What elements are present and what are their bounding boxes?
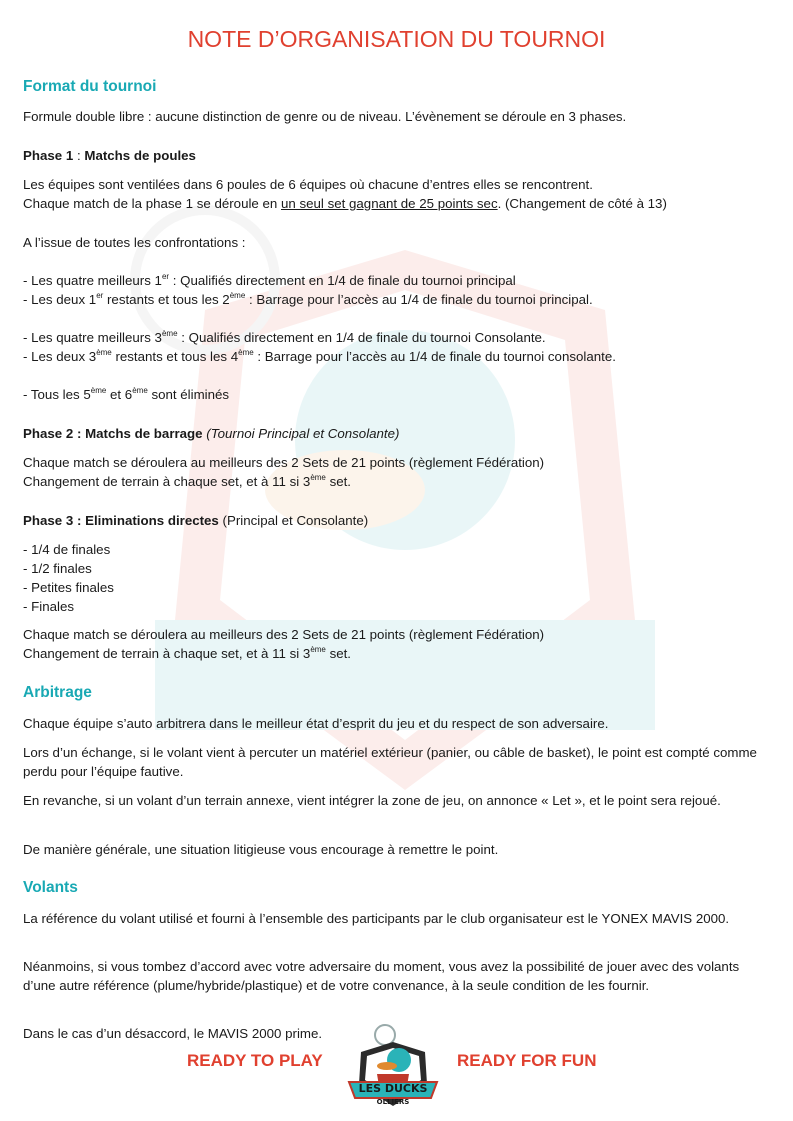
item-sup: ème (132, 386, 148, 395)
phase3-label: Phase 3 : Eliminations directes (23, 513, 219, 528)
logo-text-2: OLLIERS (376, 1098, 410, 1106)
item-text: : Barrage pour l’accès au 1/4 de finale du tournoi principal. (245, 292, 593, 307)
section-heading-volants: Volants (23, 879, 78, 896)
item-text: - Les deux 1 (23, 292, 97, 307)
round-item: - Finales (23, 599, 74, 614)
item-text: : Qualifiés directement en 1/4 de finale du tournoi Consolante. (177, 330, 546, 345)
club-logo (343, 1022, 443, 1108)
item-sup: ème (90, 386, 107, 395)
racket-icon (375, 1025, 395, 1045)
item-text: - Les quatre meilleurs 3 (23, 330, 162, 345)
page-title: NOTE D’ORGANISATION DU TOURNOI (187, 26, 606, 52)
format-intro: Formule double libre : aucune distinction de genre ou de niveau. L’évènement se déroule en 3 phases. (23, 109, 627, 124)
phase2-line1: Chaque match se déroulera au meilleurs des 2 Sets de 21 points (règlement Fédération) (23, 455, 545, 470)
phase1-label: Phase 1 (23, 148, 74, 163)
item-text: : Barrage pour l’accès au 1/4 de finale du tournoi consolante. (253, 349, 616, 364)
item-sup: ème (238, 348, 254, 357)
phase3-line2-text: Changement de terrain à chaque set, et à 11 si 3 (23, 646, 311, 661)
section-heading-arbitrage: Arbitrage (23, 684, 92, 701)
volants-p2: Néanmoins, si vous tombez d’accord avec votre adversaire du moment, vous avez la possibilité de jouer avec des volants d’une autre référence (plume/hybride/plastique) et de votre convenance, à la seule condition de les fournir. (23, 959, 740, 993)
qualification-item (23, 347, 768, 366)
item-sup: er (96, 291, 104, 300)
item-text: - Les deux 3 (23, 349, 97, 364)
arbitrage-p2: Lors d’un échange, si le volant vient à percuter un matériel extérieur (panier, ou câble de basket), le point est compté comme perdu pour l’équipe fautive. (23, 745, 757, 779)
item-sup: ème (96, 348, 112, 357)
phase3-heading (23, 511, 768, 530)
phase3-line2-end: set. (325, 646, 352, 661)
item-sup: er (161, 272, 170, 281)
phase3-line1: Chaque match se déroulera au meilleurs des 2 Sets de 21 points (règlement Fédération) (23, 627, 545, 642)
phase2-line2-text: Changement de terrain à chaque set, et à 11 si 3 (23, 474, 311, 489)
arbitrage-p1: Chaque équipe s’auto arbitrera dans le meilleur état d’esprit du jeu et du respect de son adversaire. (23, 716, 609, 731)
item-text: et 6 (106, 387, 133, 402)
slogan-right: READY FOR FUN (457, 1051, 597, 1070)
phase2-sub: (Tournoi Principal et Consolante) (206, 426, 400, 441)
phase3-line2 (23, 644, 768, 663)
qualification-item (23, 328, 768, 347)
qualification-item (23, 271, 768, 290)
phase1-line2 (23, 194, 768, 213)
phase2-line2 (23, 472, 768, 491)
phase3-line2-sup: ème (310, 645, 326, 654)
logo-text-1: LES DUCKS (358, 1082, 428, 1095)
phase2-heading (23, 424, 768, 443)
section-heading-format: Format du tournoi (23, 78, 157, 95)
phase3-sub: (Principal et Consolante) (222, 513, 369, 528)
round-item: - 1/4 de finales (23, 542, 111, 557)
phase1-name: Matchs de poules (84, 148, 196, 163)
item-sup: ème (161, 329, 178, 338)
phase1-line2-text: Chaque match de la phase 1 se déroule en (23, 196, 281, 211)
item-text: restants et tous les 2 (103, 292, 230, 307)
slogan-left: READY TO PLAY (187, 1051, 323, 1070)
volants-p3: Dans le cas d’un désaccord, le MAVIS 2000 prime. (23, 1026, 323, 1041)
item-text: - Les quatre meilleurs 1 (23, 273, 162, 288)
arbitrage-p3: En revanche, si un volant d’un terrain annexe, vient intégrer la zone de jeu, on annonce « Let », et le point sera rejoué. (23, 793, 721, 808)
arbitrage-p4: De manière générale, une situation litigieuse vous encourage à remettre le point. (23, 842, 499, 857)
phase1-line1: Les équipes sont ventilées dans 6 poules de 6 équipes où chacune d’entres elles se rencontrent. (23, 177, 593, 192)
qualification-item (23, 290, 768, 309)
volants-p1: La référence du volant utilisé et fourni à l’ensemble des participants par le club organisateur est le YONEX MAVIS 2000. (23, 911, 730, 926)
phase2-line2-end: set. (325, 474, 352, 489)
round-item: - Petites finales (23, 580, 114, 595)
item-text: : Qualifiés directement en 1/4 de finale du tournoi principal (169, 273, 516, 288)
item-text: sont éliminés (147, 387, 230, 402)
phase1-sep: : (73, 148, 85, 163)
item-text: restants et tous les 4 (111, 349, 239, 364)
qualification-item (23, 385, 768, 404)
phase1-heading (23, 146, 768, 165)
phase1-issue: A l’issue de toutes les confrontations : (23, 235, 246, 250)
item-text: - Tous les 5 (23, 387, 91, 402)
round-item: - 1/2 finales (23, 561, 92, 576)
phase2-label: Phase 2 : Matchs de barrage (23, 426, 203, 441)
phase1-line2-end: . (Changement de côté à 13) (497, 196, 667, 211)
item-sup: ème (229, 291, 246, 300)
phase1-line2-underlined: un seul set gagnant de 25 points sec (281, 196, 498, 211)
phase2-line2-sup: ème (310, 473, 326, 482)
